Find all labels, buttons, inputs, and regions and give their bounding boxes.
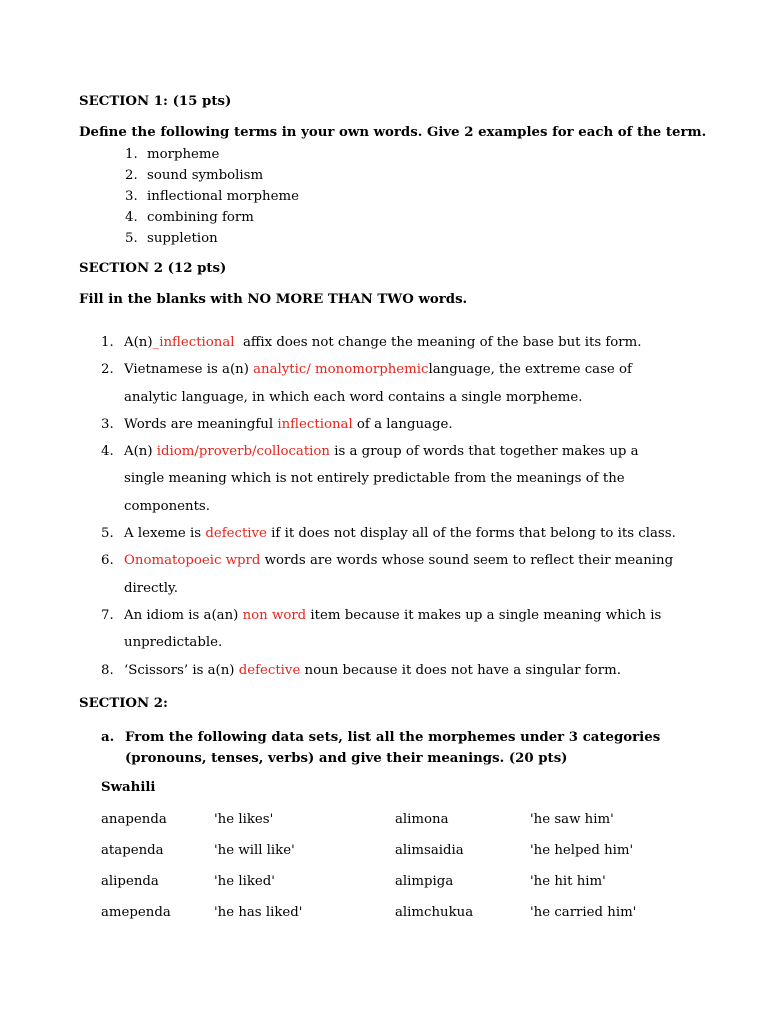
task-instruction	[101, 727, 661, 769]
task-text: From the following data sets, list all the morphemes under 3 categories (pronouns, tenses, verbs) and give their meanings. (20 pts)	[125, 730, 661, 766]
table-cell: 'he carried him'	[530, 905, 637, 920]
list-item: 5. A lexeme is defective if it does not display all of the forms that belong to its class.	[101, 526, 676, 542]
fill-blank-list	[101, 329, 681, 684]
term-list	[125, 146, 299, 251]
table-cell: alimpiga	[395, 874, 454, 889]
term-text: sound symbolism	[147, 168, 264, 183]
table-cell: 'he hit him'	[530, 874, 606, 889]
answer-text: defective	[238, 662, 301, 678]
question-text: item because it makes up a single meaning which is unpredictable.	[124, 607, 662, 651]
section2-heading: SECTION 2 (12 pts)	[79, 261, 227, 276]
question-text: is a group of words that together makes up a single meaning which is not entirely predictable from the meanings of the components.	[124, 444, 639, 514]
question-text: language, the extreme case of analytic language, in which each word contains a single morpheme.	[124, 362, 632, 405]
list-item: 6. Onomatopoeic wprd words are words whose sound seem to reflect their meaning directly.	[101, 553, 674, 596]
answer-text: idiom/proverb/collocation	[156, 444, 330, 460]
question-text: if it does not display all of the forms that belong to its class.	[266, 526, 676, 542]
section2-instruction: Fill in the blanks with NO MORE THAN TWO words.	[79, 292, 468, 307]
term-text: suppletion	[147, 231, 218, 246]
list-item: 1. morpheme	[125, 147, 220, 162]
answer-text: inflectional	[277, 416, 353, 432]
question-text: noun because it does not have a singular form.	[300, 662, 621, 678]
list-item: 5. suppletion	[125, 231, 218, 246]
table-cell: alimchukua	[395, 905, 474, 920]
list-item: 7. An idiom is a(an) non word item because it makes up a single meaning which is unpredictable.	[101, 607, 662, 651]
question-text: of a language.	[352, 416, 453, 432]
question-text: A(n)	[124, 335, 153, 350]
list-item: 2. Vietnamese is a(n) analytic/ monomorphemiclanguage, the extreme case of analytic language, in which each word contains a single morpheme.	[101, 362, 632, 405]
question-text: A lexeme is	[124, 526, 206, 542]
term-text: morpheme	[147, 147, 220, 162]
table-cell: atapenda	[101, 843, 164, 858]
section1-instruction: Define the following terms in your own words. Give 2 examples for each of the term.	[79, 125, 707, 140]
question-text: affix does not change the meaning of the base but its form.	[234, 335, 642, 350]
table-cell: alimona	[395, 812, 449, 827]
table-cell: alimsaidia	[395, 843, 464, 858]
table-cell: 'he has liked'	[214, 905, 303, 920]
term-text: inflectional morpheme	[147, 189, 299, 204]
section3-heading: SECTION 2:	[79, 696, 168, 711]
list-item: 8. ‘Scissors’ is a(n) defective noun because it does not have a singular form.	[101, 662, 621, 678]
list-item: 2. sound symbolism	[125, 168, 264, 183]
list-item: 4. A(n) idiom/proverb/collocation is a group of words that together makes up a single meaning which is not entirely predictable from the meanings of the components.	[101, 444, 639, 514]
list-item: 3. inflectional morpheme	[125, 189, 299, 204]
table-cell: anapenda	[101, 812, 167, 827]
table-cell: amependa	[101, 905, 171, 920]
question-text: words are words whose sound seem to reflect their meaning directly.	[124, 553, 674, 596]
task-letter: a.	[101, 730, 115, 745]
answer-text: analytic/ monomorphemic	[253, 362, 429, 378]
table-cell: 'he helped him'	[530, 843, 634, 858]
question-text: Words are meaningful	[124, 416, 278, 432]
answer-text: _inflectional	[152, 335, 235, 350]
section1-heading: SECTION 1: (15 pts)	[79, 94, 232, 109]
answer-text: Onomatopoeic wprd	[124, 553, 261, 569]
table-cell: 'he saw him'	[530, 812, 614, 827]
question-text: An idiom is a(an)	[124, 607, 243, 623]
table-cell: 'he will like'	[214, 843, 295, 858]
question-text: ‘Scissors’ is a(n)	[124, 662, 239, 678]
list-item: 4. combining form	[125, 210, 254, 225]
table-cell: 'he liked'	[214, 874, 275, 889]
question-text: Vietnamese is a(n)	[124, 362, 254, 378]
term-text: combining form	[147, 210, 254, 225]
answer-text: non word	[242, 607, 307, 623]
language-label: Swahili	[101, 780, 156, 795]
answer-text: defective	[205, 526, 267, 542]
table-cell: alipenda	[101, 874, 159, 889]
question-text: A(n)	[124, 444, 157, 460]
list-item: 1. A(n)_inflectional affix does not change the meaning of the base but its form.	[101, 335, 642, 350]
table-cell: 'he likes'	[214, 812, 274, 827]
list-item: 3. Words are meaningful inflectional of a language.	[101, 416, 453, 432]
